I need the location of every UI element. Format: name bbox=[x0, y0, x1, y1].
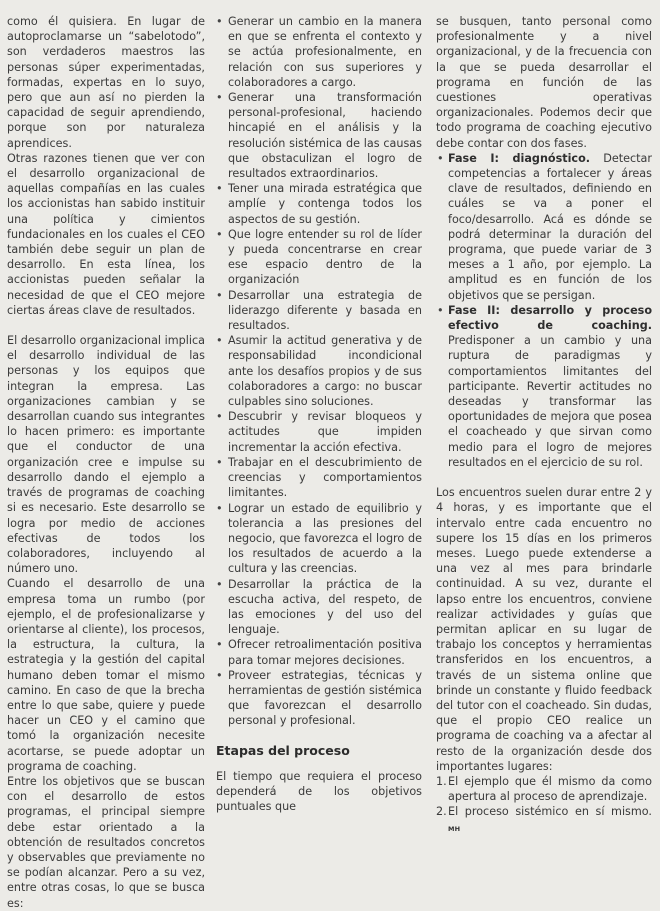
paragraph: como él quisiera. En lugar de autoproclamarse un “sabelotodo”, son verdaderos maestros las personas súper experimentadas, formadas, expertas en lo suyo, pero que aun así no pierden la capacidad de seguir aprendiendo, porque son por naturaleza aprendices. bbox=[7, 15, 205, 150]
phase-item bbox=[437, 303, 652, 470]
list-item: • Generar un cambio en la manera en que se enfrenta el contexto y se actúa profesionalmente, en relación con sus superiores y colaboradores a cargo. bbox=[216, 14, 422, 90]
paragraph: se busquen, tanto personal como profesionalmente y a nivel organizacional, y de la frecuencia con la que se pueda desarrollar el programa en función de las cuestiones operativas organizacionales. Podemos decir que todo programa de coaching ejecutivo debe contar con dos fases. bbox=[436, 15, 652, 150]
list-item: • Asumir la actitud generativa y de responsabilidad incondicional ante los desafíos propios y de sus colaboradores a cargo: no buscar culpables sino soluciones. bbox=[216, 333, 422, 409]
list-item: • Generar una transformación personal-profesional, haciendo hincapié en el análisis y la resolución sistémica de las causas que obstaculizan el logro de resultados extraordinarios. bbox=[216, 90, 422, 181]
column-middle bbox=[216, 14, 422, 814]
objectives-list bbox=[216, 14, 422, 729]
paragraph: El desarrollo organizacional implica el desarrollo individual de las personas y los equipos que integran la empresa. Las organizaciones cambian y se desarrollan cuando sus integrantes lo hacen primero: es importante que el conductor de una organización cree e impulse su desarrollo dando el ejemplo a través de programas de coaching si es necesario. Este desarrollo se logra por medio de acciones efectivas de todos los colaboradores, incluyendo al número uno. bbox=[7, 334, 205, 576]
column-left bbox=[7, 14, 205, 911]
author-signature: MH bbox=[448, 824, 461, 833]
list-item: • Proveer estrategias, técnicas y herramientas de gestión sistémica que favorezcan el desarrollo personal y profesional. bbox=[216, 668, 422, 729]
list-number: 2. bbox=[436, 805, 447, 819]
list-item bbox=[436, 804, 652, 836]
list-item: • Desarrollar una estrategia de liderazgo diferente y basada en resultados. bbox=[216, 288, 422, 334]
list-text: El proceso sistémico en sí mismo. bbox=[448, 805, 652, 819]
list-item: • Trabajar en el descubrimiento de creencias y comportamientos limitantes. bbox=[216, 455, 422, 501]
list-item: • Desarrollar la práctica de la escucha activa, del respeto, de las emociones y del uso del lenguaje. bbox=[216, 577, 422, 638]
list-item: • Lograr un estado de equilibrio y tolerancia a las presiones del negocio, que favorezca el logro de los resultados de acuerdo a la cultura y las creencias. bbox=[216, 501, 422, 577]
column-right bbox=[436, 14, 652, 837]
phases-list bbox=[436, 151, 652, 470]
list-text: El ejemplo que él mismo da como apertura al proceso de aprendizaje. bbox=[448, 774, 652, 804]
phase-title: Fase I: diagnóstico. bbox=[448, 151, 591, 165]
list-item: • Que logre entender su rol de líder y pueda concentrarse en crear ese espacio dentro de la organización bbox=[216, 227, 422, 288]
list-item: • Ofrecer retroalimentación positiva para tomar mejores decisiones. bbox=[216, 637, 422, 667]
phase-text: Predisponer a un cambio y una ruptura de paradigmas y comportamientos limitantes del participante. Revertir actitudes no deseadas y transformar las oportunidades de mejora que posea el coacheado y que sirvan como medio para el logro de mejores resultados en el ejercicio de su rol. bbox=[448, 334, 652, 469]
list-item: • Descubrir y revisar bloqueos y actitudes que impiden incrementar la acción efectiva. bbox=[216, 409, 422, 455]
paragraph: Entre los objetivos que se buscan con el desarrollo de estos programas, el principal siempre debe estar orientado a la obtención de resultados concretos y observables que previamente no se podían alcanzar. Pero a su vez, entre otras cosas, lo que se busca es: bbox=[7, 774, 205, 910]
list-number: 1. bbox=[436, 774, 447, 788]
paragraph: El tiempo que requiera el proceso dependerá de los objetivos puntuales que bbox=[216, 769, 422, 813]
list-item bbox=[436, 774, 652, 804]
paragraph: Otras razones tienen que ver con el desarrollo organizacional de aquellas compañías en las cuales los accionistas han sabido instituir una política y cimientos fundacionales en los cuales el CEO también debe seguir un plan de desarrollo. En esta línea, los accionistas pueden señalar la necesidad de que el CEO mejore ciertas áreas clave de resultados. bbox=[7, 151, 205, 317]
paragraph: Cuando el desarrollo de una empresa toma un rumbo (por ejemplo, el de profesionalizarse y orientarse al cliente), los procesos, la estructura, la cultura, la estrategia y la gestión del capital humano deben tomar el mismo camino. En caso de que la brecha entre lo que sabe, quiere y puede hacer un CEO y el camino que tomó la organización necesite acortarse, se puede adoptar un programa de coaching. bbox=[7, 577, 205, 773]
section-heading: Etapas del proceso bbox=[216, 742, 350, 758]
numbered-list bbox=[436, 774, 652, 837]
list-item: • Tener una mirada estratégica que amplíe y contenga todos los aspectos de su gestión. bbox=[216, 181, 422, 227]
paragraph: Los encuentros suelen durar entre 2 y 4 horas, y es importante que el intervalo entre cada encuentro no supere los 15 días en los primeros meses. Luego puede extenderse a una vez al mes para brindarle continuidad. A su vez, durante el lapso entre los encuentros, conviene realizar actividades y guías que permitan aplicar en su lugar de trabajo los conceptos y herramientas transferidos en los encuentros, a través de un sistema online que brinde un constante y fluido feedback del tutor con el coacheado. Sin dudas, que el propio CEO realice un programa de coaching va a afectar al resto de la organización desde dos importantes lugares: bbox=[436, 486, 652, 773]
phase-item bbox=[437, 151, 652, 303]
phase-title: Fase II: desarrollo y proceso efectivo de coaching. bbox=[448, 303, 652, 333]
phase-text: Detectar competencias a fortalecer y áreas clave de resultados, definiendo en cuáles se va a poner el foco/desarrollo. Acá es dónde se podrá determinar la duración del programa, que puede variar de 3 meses a 1 año, por ejemplo. La amplitud es en función de los objetivos que se persigan. bbox=[448, 151, 652, 302]
